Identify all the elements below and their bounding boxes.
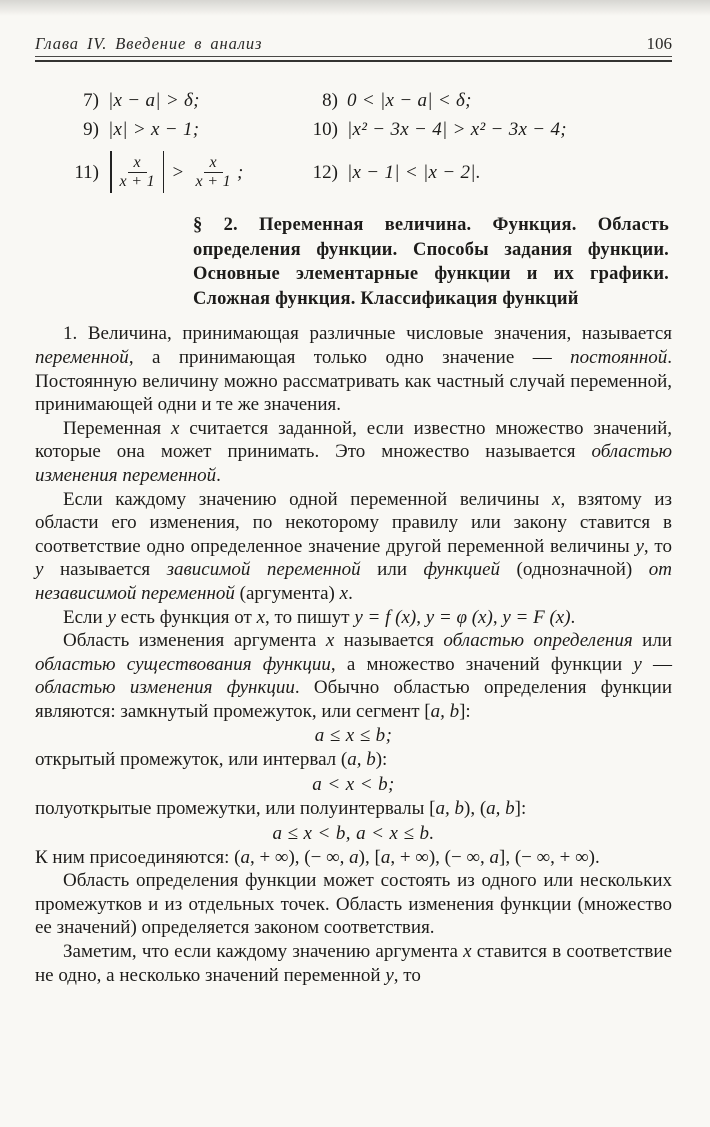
body-text: открытый промежуток, или интервал ( (35, 749, 348, 771)
emphasis-text: y = φ (x) (425, 606, 493, 628)
body-text: (аргумента) (234, 582, 340, 604)
absolute-value-bar (110, 151, 112, 193)
body-text: Область определения функции может состоять из одного или нескольких промежутков и из отдельных точек. Область изменения функции (множество ее значений) определяется законом соответствия. (35, 870, 672, 939)
body-text: или (632, 630, 672, 652)
emphasis-text: y (633, 653, 642, 675)
formula-line: a ≤ x < b, a < x ≤ b. (272, 822, 435, 844)
body-text: , а принимающая только одно значение — (128, 346, 571, 368)
absolute-value-bar (163, 151, 165, 193)
emphasis-text: a, b (430, 700, 460, 722)
emphasis-text: a (240, 846, 250, 868)
emphasis-text: x (339, 582, 349, 604)
exercise-formula: |x − 1| < |x − 2|. (347, 161, 481, 183)
body-text: , то пишут (265, 606, 355, 628)
body-text: считается заданной, если известно множество значений, которые она может принимать. Это множество называется (35, 417, 672, 463)
emphasis-text: y = f (x) (354, 606, 417, 628)
fraction-numerator: x (204, 154, 223, 173)
emphasis-text: областью определения (443, 630, 633, 652)
body-text: называется (334, 630, 444, 652)
emphasis-text: a, b (486, 798, 515, 820)
body-text: , а множество значений функции (330, 653, 634, 675)
body-text: . (570, 606, 576, 628)
exercise-list (35, 86, 672, 200)
exercise-row (35, 115, 672, 144)
body-text: ): (375, 749, 388, 771)
body-text: . (348, 582, 353, 604)
paragraph (35, 869, 672, 940)
body-text: ]: (514, 798, 527, 820)
header-rule-thick (35, 60, 672, 62)
paragraph (35, 846, 672, 870)
emphasis-text: областью изменения функции (35, 677, 295, 699)
body-text: Если (63, 606, 108, 628)
chapter-title: Глава IV. Введение в анализ (35, 34, 263, 53)
exercise-formula: |x² − 3x − 4| > x² − 3x − 4; (347, 119, 567, 141)
body-text: , + ∞), (− ∞, (249, 846, 350, 868)
body-text: полуоткрытые промежутки, или полуинтервалы [ (35, 798, 436, 820)
formula-line: a < x < b; (312, 774, 395, 796)
body-text: Переменная (63, 417, 171, 439)
body-text: , взятому из области его изменения, по некоторому правилу или закону ставится в соответствие одно определенное значение другой переменной величины (35, 488, 672, 557)
emphasis-text: от независимой переменной (35, 559, 672, 604)
emphasis-text: областью изменения переменной (35, 441, 672, 486)
exercise-number: 10) (312, 119, 338, 141)
body-text-block (35, 322, 672, 987)
emphasis-text: y (35, 559, 44, 581)
body-text: или (360, 559, 424, 581)
body-text: . (216, 464, 221, 486)
emphasis-text: x (552, 488, 561, 510)
emphasis-text: a, b (347, 749, 376, 771)
page-header (35, 34, 672, 54)
body-text: К ним присоединяются: ( (35, 846, 241, 868)
paragraph (35, 940, 672, 987)
paragraph (35, 322, 672, 416)
emphasis-text: зависимой переменной (166, 559, 361, 581)
fraction-denominator: x + 1 (195, 172, 231, 190)
emphasis-text: a, b (435, 798, 465, 820)
exercise-number: 8) (322, 90, 338, 112)
emphasis-text: x (325, 630, 335, 652)
body-text: , (492, 606, 503, 628)
body-text: ), [ (358, 846, 381, 868)
exercise-row (35, 144, 672, 200)
formula-line: a ≤ x ≤ b; (314, 725, 393, 747)
exercise-row (35, 86, 672, 115)
body-text: , то (393, 964, 421, 986)
emphasis-text: x (463, 941, 472, 963)
body-text: ], (− ∞, + ∞). (499, 846, 600, 868)
emphasis-text: x (170, 417, 180, 439)
punctuation: ; (236, 161, 244, 183)
paragraph (35, 606, 672, 630)
emphasis-text: областью существования функции (35, 653, 331, 675)
body-text: , то (643, 535, 672, 557)
paragraph (35, 797, 672, 821)
relation-sign: > (171, 161, 185, 183)
body-text: ), ( (464, 798, 487, 820)
paragraph (35, 748, 672, 772)
exercise-number: 12) (312, 161, 338, 183)
emphasis-text: a (380, 846, 391, 868)
body-text: — (641, 653, 673, 675)
fraction (194, 154, 233, 192)
emphasis-text: y = F (x) (502, 606, 571, 628)
page-number: 106 (646, 34, 672, 53)
section-heading: § 2. Переменная величина. Функция. Область определения функции. Способы задания функции. Основные элементарные функции и их графики. Сложная функция. Классификация функций (193, 215, 669, 309)
fraction-denominator: x + 1 (119, 172, 155, 190)
body-text: 1. Величина, принимающая различные числовые значения, называется (63, 323, 672, 345)
emphasis-text: постоянной (570, 346, 668, 368)
fraction (118, 154, 157, 192)
emphasis-text: a (489, 846, 499, 868)
exercise-formula: 0 < |x − a| < δ; (347, 90, 472, 112)
body-text: Заметим, что если каждому значению аргумента (63, 941, 464, 963)
exercise-formula: |x − a| > δ; (108, 90, 200, 112)
body-text: есть функция от (115, 606, 257, 628)
body-text: называется (43, 559, 167, 581)
emphasis-text: функцией (423, 559, 501, 581)
fraction-numerator: x (128, 154, 147, 173)
exercise-formula: |x| > x − 1; (108, 119, 200, 141)
exercise-number: 9) (83, 119, 99, 141)
emphasis-text: переменной (35, 346, 129, 368)
emphasis-text: y (635, 535, 644, 557)
body-text: , + ∞), (− ∞, (390, 846, 490, 868)
body-text: . Постоянную величину можно рассматривать как частный случай переменной, принимающей одни и те же значения. (35, 346, 672, 416)
exercise-formula (108, 151, 280, 193)
body-text: . Обычно областью определения функции являются: замкнутый промежуток, или сегмент [ (35, 677, 673, 722)
paragraph (35, 417, 672, 488)
emphasis-text: a (349, 846, 359, 868)
header-rule-thin (35, 56, 672, 57)
emphasis-text: x (256, 606, 266, 628)
exercise-number: 7) (83, 90, 99, 112)
body-text: , (416, 606, 426, 628)
body-text: ставится в соответствие не одно, а несколько значений переменной (35, 941, 673, 986)
body-text: ]: (459, 700, 471, 722)
emphasis-text: y (385, 964, 394, 986)
exercise-number: 11) (74, 161, 99, 183)
paragraph (35, 629, 672, 723)
body-text: (однозначной) (500, 559, 649, 581)
emphasis-text: y (107, 606, 116, 628)
paragraph (35, 488, 672, 606)
body-text: Если каждому значению одной переменной величины (63, 488, 553, 510)
body-text: Область изменения аргумента (63, 630, 326, 652)
